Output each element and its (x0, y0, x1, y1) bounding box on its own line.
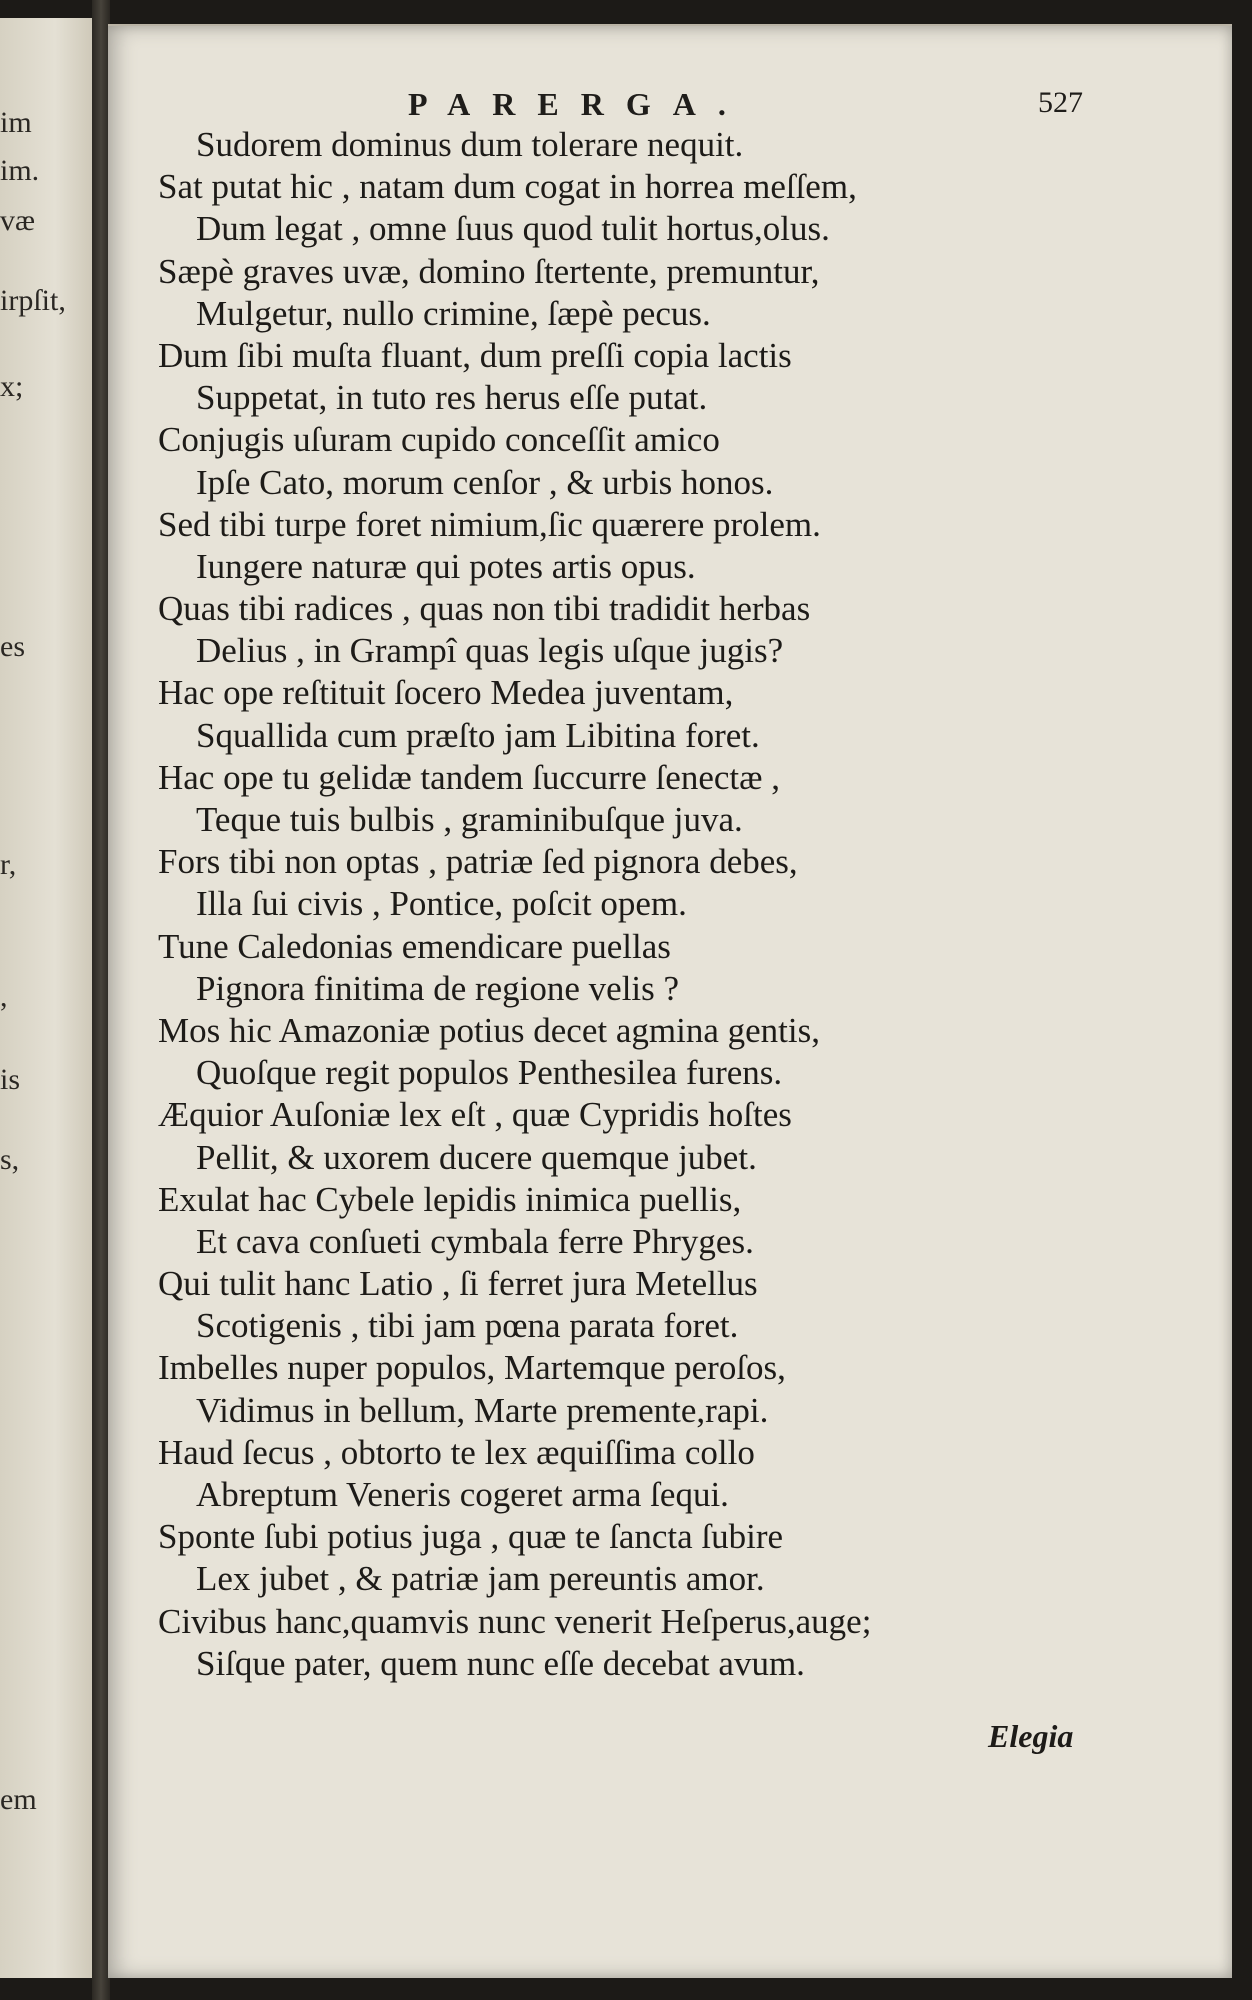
facing-page-fragment: s, (0, 1143, 20, 1176)
verse-line: Exulat hac Cybele lepidis inimica puellis, (158, 1179, 742, 1219)
verse-line: Illa ſui civis , Pontice, poſcit opem. (196, 884, 687, 924)
verse-line: Et cava conſueti cymbala ferre Phryges. (196, 1221, 754, 1261)
verse-line: Tune Caledonias emendicare puellas (158, 926, 671, 966)
verse-line: Dum legat , omne ſuus quod tulit hortus,olus. (196, 209, 830, 249)
page-header (108, 86, 1232, 126)
verse-line: Sudorem dominus dum tolerare nequit. (196, 125, 744, 164)
verse-line: Sæpè graves uvæ, domino ſtertente, premuntur, (158, 251, 820, 291)
facing-page-fragment: im. (0, 154, 40, 187)
verse-line: Abreptum Veneris cogeret arma ſequi. (196, 1475, 729, 1514)
facing-page-fragment: væ (0, 204, 36, 237)
verse-line: Mulgetur, nullo crimine, ſæpè pecus. (196, 293, 711, 333)
verse-line: Hac ope tu gelidæ tandem ſuccurre ſenectæ , (158, 757, 780, 797)
facing-page-fragment: irpſit, (0, 284, 66, 317)
verse-line: Teque tuis bulbis , graminibuſque juva. (196, 800, 743, 839)
facing-page-fragment: es (0, 630, 25, 663)
verse-line: Sponte ſubi potius juga , quæ te ſancta ſubire (158, 1517, 784, 1557)
facing-page-fragment: , (0, 980, 8, 1013)
verse-line: Mos hic Amazoniæ potius decet agmina gentis, (158, 1010, 820, 1050)
facing-page-fragment: x; (0, 370, 24, 403)
verse-line: Sat putat hic , natam dum cogat in horrea meſſem, (158, 167, 857, 207)
verse-line: Fors tibi non optas , patriæ ſed pignora debes, (158, 842, 798, 882)
verse-line: Pignora finitima de regione velis ? (196, 968, 680, 1008)
verse-line: Dum ſibi muſta fluant, dum preſſi copia lactis (158, 335, 792, 375)
verse-line: Sed tibi turpe foret nimium,ſic quærere prolem. (158, 504, 821, 544)
verse-line: Qui tulit hanc Latio , ſi ferret jura Metellus (158, 1264, 758, 1304)
page-number: 527 (1038, 86, 1083, 119)
verse-line: Iungere naturæ qui potes artis opus. (196, 546, 696, 586)
verse-line: Lex jubet , & patriæ jam pereuntis amor. (196, 1559, 765, 1599)
verse-line: Siſque pater, quem nunc eſſe decebat avum. (196, 1643, 805, 1683)
facing-page-fragment: is (0, 1063, 21, 1096)
catchword: Elegia (988, 1718, 1074, 1754)
book-page (108, 24, 1232, 1978)
verse-line: Civibus hanc,quamvis nunc venerit Heſperus,auge; (158, 1601, 872, 1641)
running-title: PARERGA. (408, 86, 748, 122)
facing-page-fragment: r, (0, 848, 17, 881)
verse-line: Conjugis uſuram cupido conceſſit amico (158, 420, 720, 460)
verse-text (158, 124, 1218, 1685)
verse-line: Ipſe Cato, morum cenſor , & urbis honos. (196, 462, 774, 502)
facing-page-fragment: em (0, 1783, 37, 1816)
verse-line: Hac ope reſtituit ſocero Medea juventam, (158, 673, 734, 713)
verse-line: Æquior Auſoniæ lex eſt , quæ Cypridis hoſtes (158, 1095, 792, 1135)
verse-line: Delius , in Grampî quas legis uſque jugis? (196, 631, 784, 671)
facing-page-edge (0, 18, 95, 1978)
facing-page-fragment: im (0, 106, 32, 139)
verse-line: Scotigenis , tibi jam pœna parata foret. (196, 1306, 739, 1346)
verse-line: Quoſque regit populos Penthesilea furens. (196, 1053, 783, 1093)
verse-line: Haud ſecus , obtorto te lex æquiſſima collo (158, 1432, 755, 1472)
verse-line: Imbelles nuper populos, Martemque peroſos, (158, 1348, 786, 1388)
verse-line: Squallida cum præſto jam Libitina foret. (196, 715, 760, 755)
verse-line: Pellit, & uxorem ducere quemque jubet. (196, 1137, 757, 1177)
verse-line: Suppetat, in tuto res herus eſſe putat. (196, 378, 708, 418)
verse-line: Vidimus in bellum, Marte premente,rapi. (196, 1390, 769, 1430)
verse-line: Quas tibi radices , quas non tibi tradidit herbas (158, 589, 811, 629)
